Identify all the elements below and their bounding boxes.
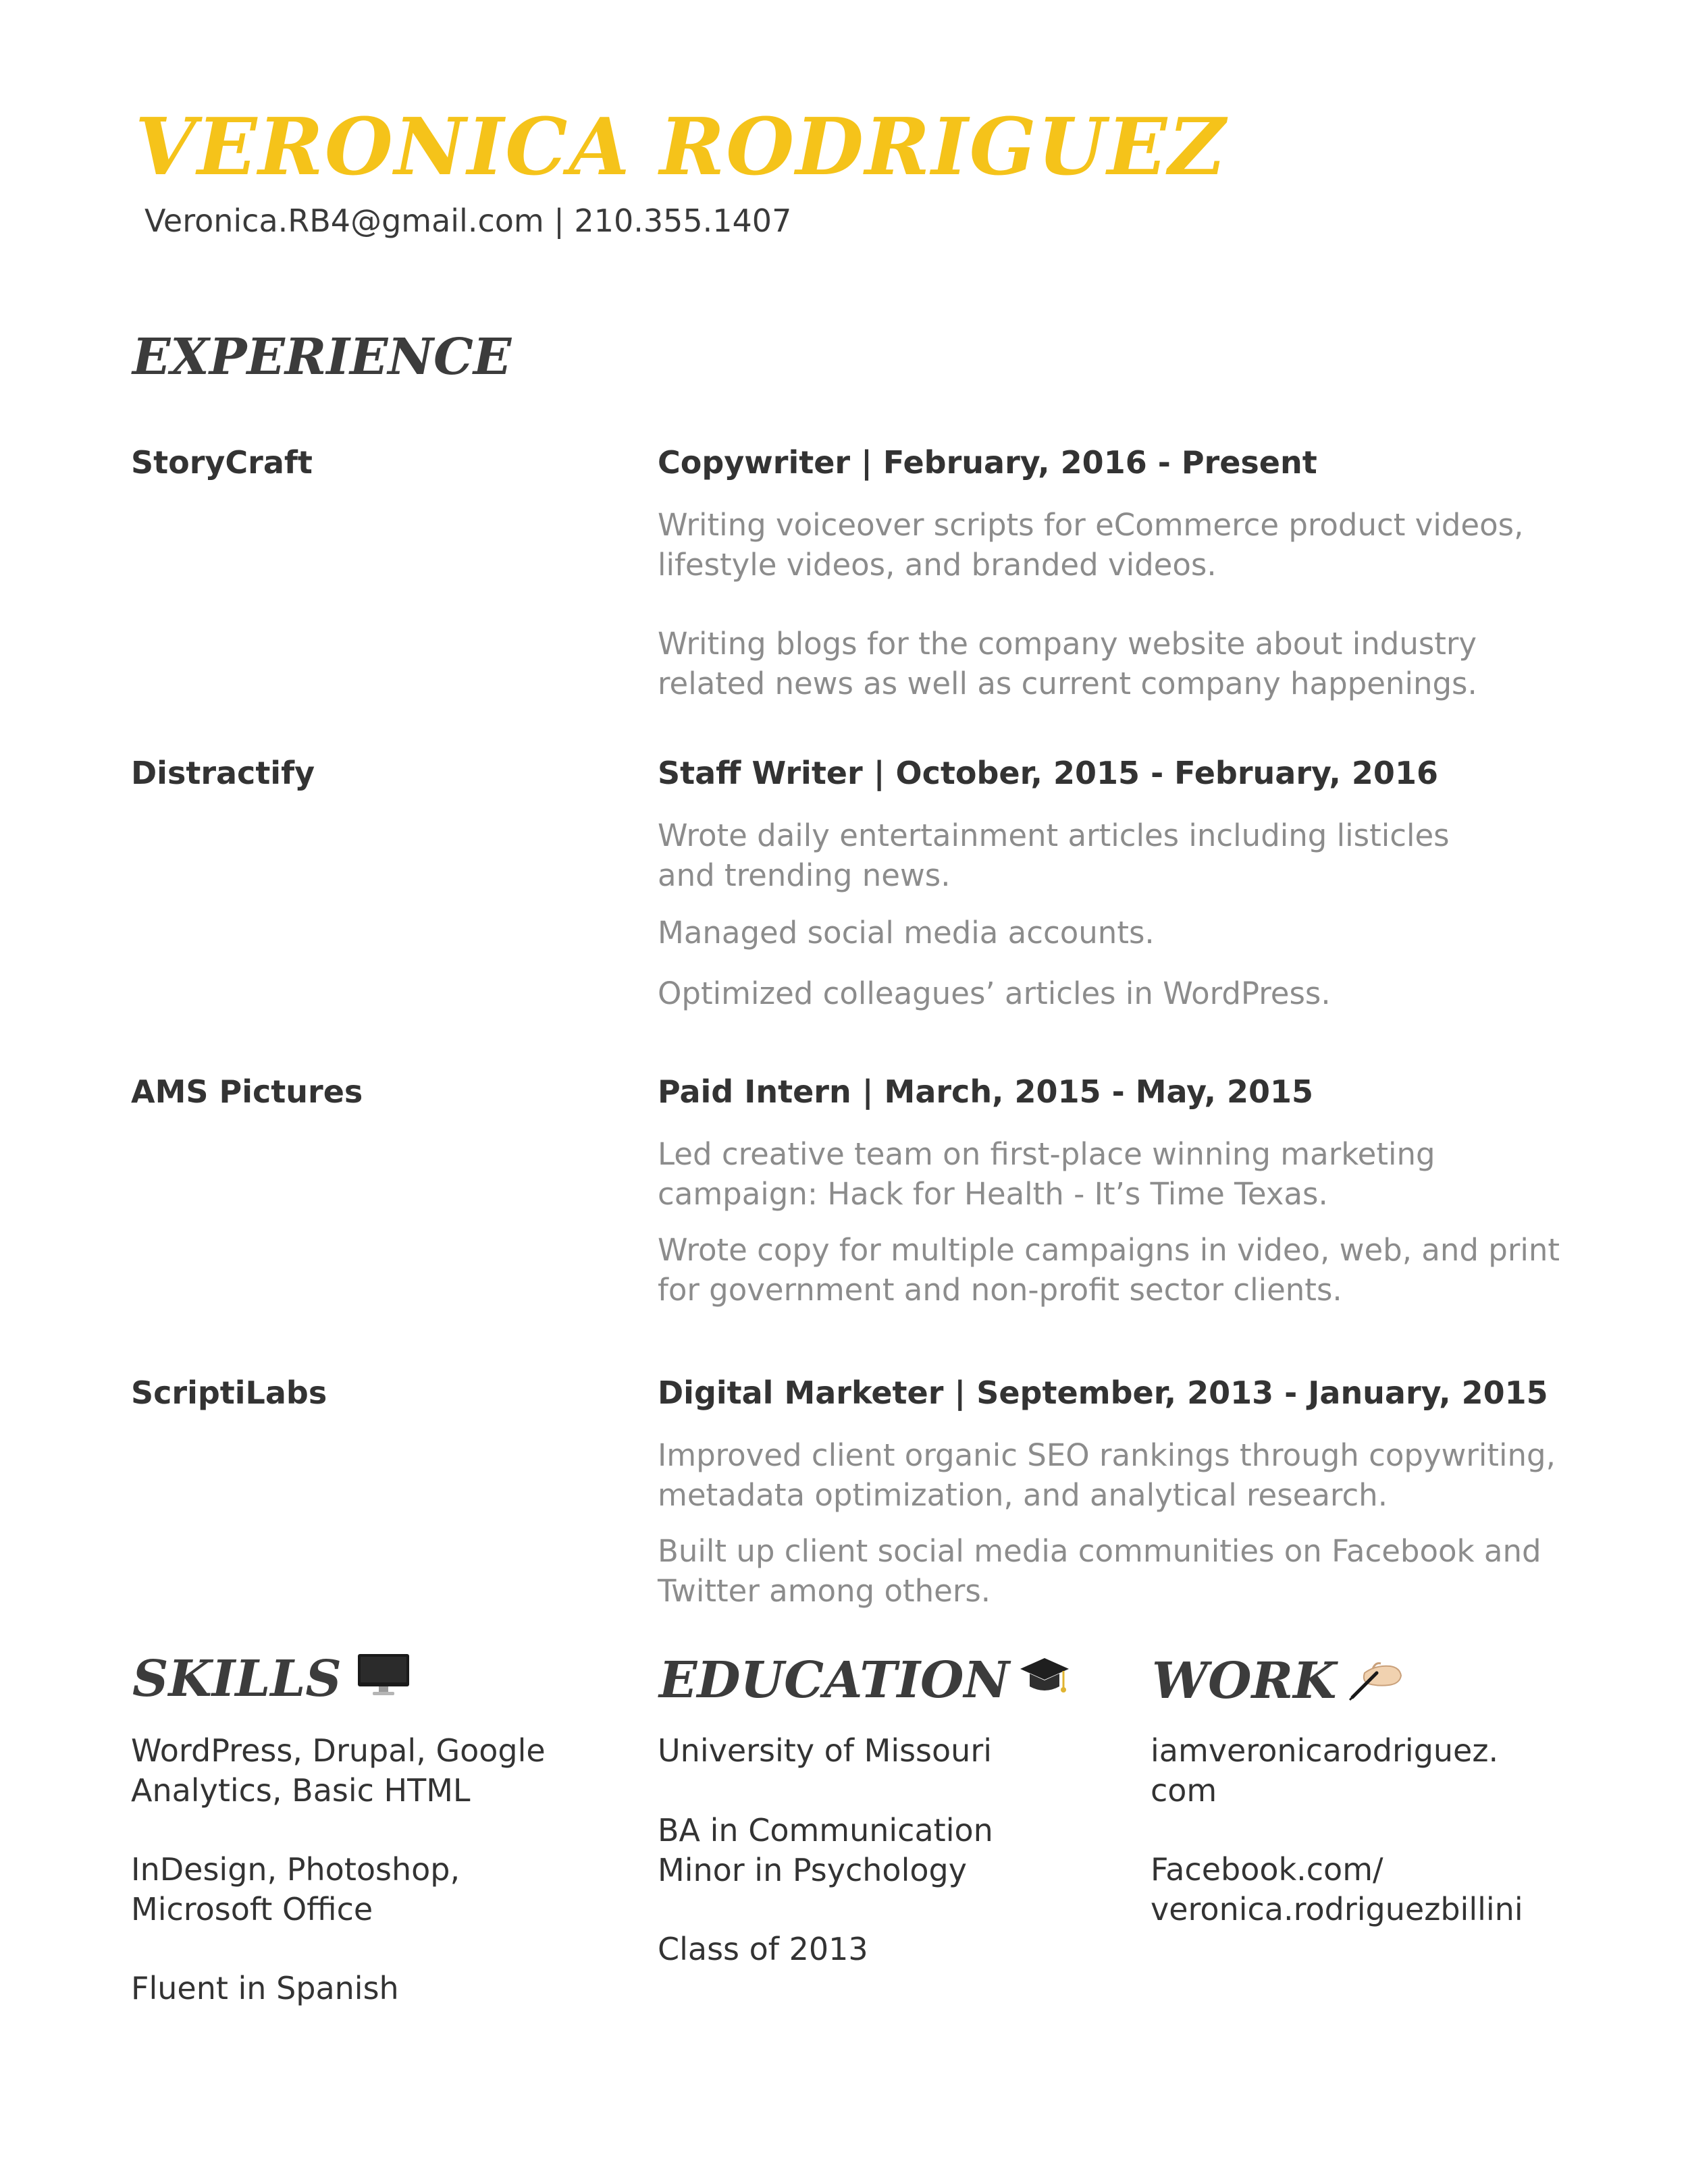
work-heading-text: WORK (1152, 1652, 1337, 1710)
work-website-line: com (1151, 1772, 1217, 1809)
skills-heading-text: SKILLS (132, 1650, 342, 1708)
contact-info: Veronica.RB4@gmail.com | 210.355.1407 (144, 203, 792, 239)
education-class: Class of 2013 (658, 1931, 868, 1967)
work-website-line: iamveronicarodriguez. (1151, 1732, 1499, 1769)
job-bullet: Improved client organic SEO rankings through copywriting, metadata optimization, and analytical research. (658, 1437, 1556, 1513)
job-role: Paid Intern | March, 2015 - May, 2015 (658, 1073, 1314, 1110)
job-bullet: Writing voiceover scripts for eCommerce product videos, lifestyle videos, and branded videos. (658, 507, 1524, 583)
monitor-icon (357, 1653, 411, 1705)
job-bullet: Optimized colleagues’ articles in WordPress. (658, 976, 1331, 1011)
graduation-cap-icon (1019, 1653, 1070, 1708)
job-company: Distractify (131, 755, 315, 791)
education-school: University of Missouri (658, 1732, 993, 1769)
work-facebook-line: Facebook.com/ (1151, 1851, 1383, 1888)
job-company: ScriptiLabs (131, 1375, 327, 1411)
skills-item: WordPress, Drupal, Google Analytics, Basic HTML (131, 1732, 546, 1809)
job-bullet: Led creative team on first-place winning marketing campaign: Hack for Health - It’s Time Texas. (658, 1136, 1435, 1212)
experience-heading-text: EXPERIENCE (132, 328, 512, 386)
skills-item: Fluent in Spanish (131, 1970, 399, 2006)
work-heading (1152, 1653, 1404, 1709)
job-role: Staff Writer | October, 2015 - February, 2016 (658, 755, 1438, 791)
writing-hand-icon (1348, 1653, 1404, 1709)
job-company: AMS Pictures (131, 1073, 363, 1110)
work-facebook-line: veronica.rodriguezbillini (1151, 1891, 1523, 1927)
work-website-link[interactable] (1151, 1731, 1498, 1811)
education-degree: BA in Communication (658, 1812, 993, 1848)
education-minor: Minor in Psychology (658, 1852, 967, 1888)
job-bullet: Wrote daily entertainment articles including listicles and trending news. (658, 818, 1450, 893)
job-bullet: Wrote copy for multiple campaigns in video, web, and print for government and non-profit sector clients. (658, 1232, 1560, 1308)
skills-heading (132, 1650, 411, 1708)
job-role: Digital Marketer | September, 2013 - January, 2015 (658, 1375, 1548, 1411)
candidate-name: VERONICA RODRIGUEZ (135, 101, 1227, 193)
job-bullet: Built up client social media communities on Facebook and Twitter among others. (658, 1533, 1541, 1609)
education-heading-text: EDUCATION (659, 1651, 1010, 1709)
job-role: Copywriter | February, 2016 - Present (658, 444, 1317, 481)
job-company: StoryCraft (131, 444, 313, 481)
job-bullet: Managed social media accounts. (658, 915, 1155, 951)
job-bullet: Writing blogs for the company website about industry related news as well as current company happenings. (658, 626, 1477, 701)
education-heading (659, 1653, 1070, 1708)
experience-heading (132, 328, 512, 386)
skills-item: InDesign, Photoshop, Microsoft Office (131, 1851, 460, 1927)
work-facebook-link[interactable] (1151, 1850, 1523, 1929)
